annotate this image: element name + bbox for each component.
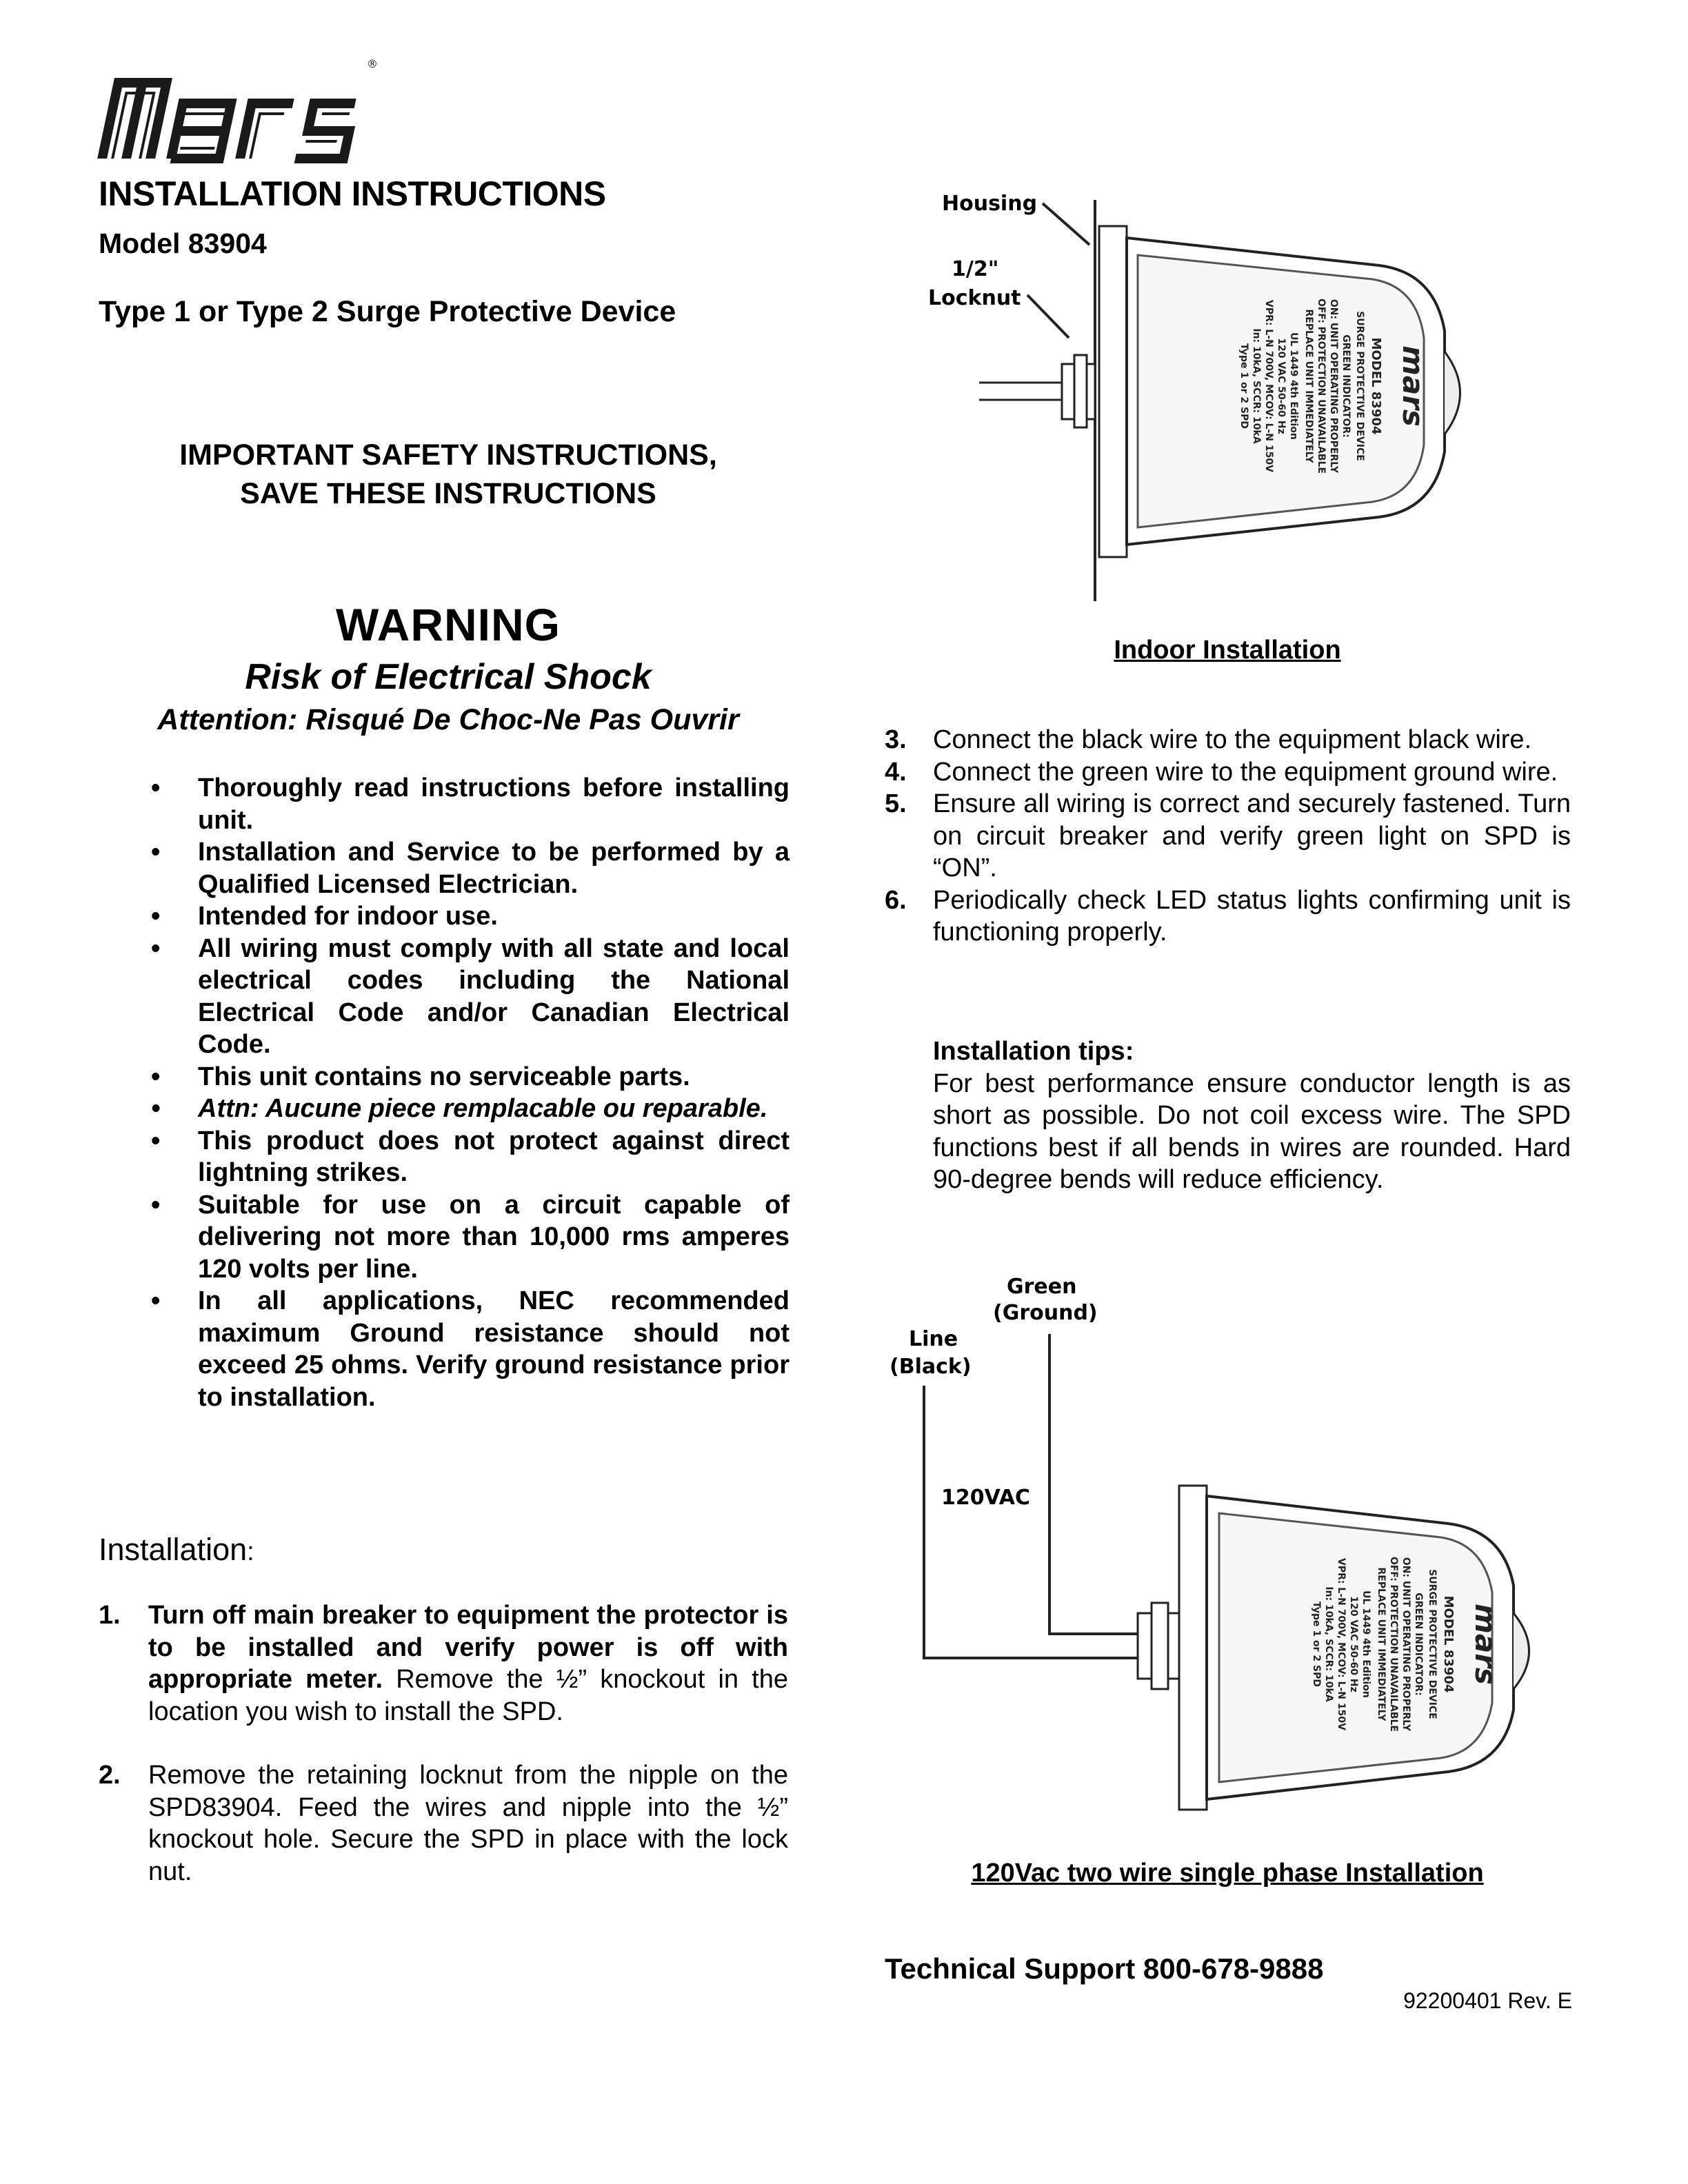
device-label-line: SURGE PROTECTIVE DEVICE — [1427, 1569, 1438, 1719]
device-label-line: REPLACE UNIT IMMEDIATELY — [1303, 309, 1314, 463]
voltage-label: 120VAC — [941, 1486, 1031, 1510]
wiring-diagram — [890, 1268, 1565, 1834]
wiring-diagram-caption: 120Vac two wire single phase Installation — [971, 1859, 1484, 1888]
locknut-label: Locknut — [928, 286, 1021, 310]
installation-heading: Installation: — [99, 1532, 254, 1567]
tips-text: For best performance ensure conductor length is as short as possible. Do not coil excess wire. The SPD functions best if all bends in wires are rounded. Hard 90-degree bends will reduce efficiency. — [933, 1069, 1571, 1194]
device-label-line: 120 VAC 50-60 Hz — [1276, 338, 1287, 434]
device-label-line: OFF: PROTECTION UNAVAILABLE — [1316, 298, 1327, 474]
device-brand: mars — [1396, 345, 1430, 427]
safety-bullet-list — [148, 772, 790, 1413]
installation-steps-left — [99, 1599, 788, 1888]
installation-tips — [933, 1035, 1571, 1196]
device-type: Type 1 or Type 2 Surge Protective Device — [99, 295, 676, 328]
line-label: Line — [909, 1327, 958, 1351]
bullet-item: • This unit contains no serviceable parts. — [148, 1061, 790, 1093]
device-label-line: UL 1449 4th Edition — [1360, 1590, 1372, 1698]
bullet-item: • Intended for indoor use. — [148, 900, 790, 933]
step-item: 1. Turn off main breaker to equipment the protector is to be installed and verify power is off with appropriate meter. Remove the ½” knockout in the location you wish to install the SPD. — [99, 1601, 788, 1726]
device-label-line: ON: UNIT OPERATING PROPERLY — [1328, 299, 1339, 474]
indoor-installation-caption: Indoor Installation — [1114, 636, 1341, 665]
page-title: INSTALLATION INSTRUCTIONS — [99, 174, 606, 213]
locknut-label-size: 1/2" — [952, 257, 999, 281]
safety-line-2: SAVE THESE INSTRUCTIONS — [240, 477, 656, 510]
device-label-line: VPR: L-N 700V, MCOV: L-N 150V — [1263, 300, 1274, 472]
step-item: 2. Remove the retaining locknut from the nipple on the SPD83904. Feed the wires and nipple into the ½” knockout hole. Secure the SPD in place with the lock nut. — [99, 1761, 788, 1886]
bullet-item: • Thoroughly read instructions before installing unit. — [148, 772, 790, 836]
step-item: 5. Ensure all wiring is correct and securely fastened. Turn on circuit breaker and verify green light on SPD is “ON”. — [885, 789, 1571, 882]
warning-subtitle: Risk of Electrical Shock — [245, 657, 652, 697]
revision-number: 92200401 Rev. E — [1403, 1988, 1572, 2013]
device-label-line: In: 10kA, SCCR: 10kA — [1251, 328, 1262, 444]
device-label-line: Type 1 or 2 SPD — [1311, 1601, 1322, 1687]
tips-title: Installation tips: — [933, 1037, 1134, 1066]
technical-support: Technical Support 800-678-9888 — [885, 1952, 1324, 1985]
device-label-line: GREEN INDICATOR: — [1413, 1593, 1424, 1696]
installation-steps-right — [885, 724, 1571, 949]
device-label-line: REPLACE UNIT IMMEDIATELY — [1376, 1567, 1387, 1721]
warning-french: Attention: Risqué De Choc-Ne Pas Ouvrir — [157, 703, 739, 736]
black-label: (Black) — [890, 1355, 972, 1379]
bullet-item: • Suitable for use on a circuit capable of delivering not more than 10,000 rms amperes 120 volts per line. — [148, 1189, 790, 1286]
bullet-item: • In all applications, NEC recommended maximum Ground resistance should not exceed 25 ohms. Verify ground resistance prior to installation. — [148, 1285, 790, 1413]
device-brand: mars — [1469, 1604, 1503, 1685]
bullet-item: • Attn: Aucune piece remplacable ou reparable. — [148, 1093, 790, 1125]
device-label-line: MODEL 83904 — [1369, 337, 1383, 435]
device-label-line: 120 VAC 50-60 Hz — [1348, 1596, 1359, 1692]
device-label-line: MODEL 83904 — [1441, 1595, 1456, 1693]
step-item: 4. Connect the green wire to the equipment ground wire. — [885, 757, 1558, 787]
bullet-item: • All wiring must comply with all state and local electrical codes including the National Electrical Code and/or Canadian Electrical Code. — [148, 933, 790, 1061]
green-label: Green — [1007, 1275, 1077, 1299]
step-item: 6. Periodically check LED status lights confirming unit is functioning properly. — [885, 885, 1571, 947]
device-label-line: VPR: L-N 700V, MCOV: L-N 150V — [1336, 1558, 1347, 1730]
svg-text:®: ® — [367, 57, 378, 70]
brand-text: mars — [97, 55, 99, 56]
device-label-line: Type 1 or 2 SPD — [1238, 343, 1249, 429]
ground-label: (Ground) — [993, 1301, 1098, 1325]
bullet-item: • Installation and Service to be performed by a Qualified Licensed Electrician. — [148, 836, 790, 900]
warning-title: WARNING — [336, 599, 561, 650]
mars-logo — [97, 55, 379, 165]
step-item: 3. Connect the black wire to the equipment black wire. — [885, 725, 1532, 754]
indoor-installation-diagram — [924, 179, 1524, 614]
safety-line-1: IMPORTANT SAFETY INSTRUCTIONS, — [179, 438, 717, 472]
device-label-line: UL 1449 4th Edition — [1288, 332, 1299, 440]
housing-label: Housing — [942, 192, 1038, 216]
bullet-item: • This product does not protect against direct lightning strikes. — [148, 1125, 790, 1189]
device-label-line: ON: UNIT OPERATING PROPERLY — [1400, 1557, 1411, 1732]
model-number: Model 83904 — [99, 228, 267, 259]
device-label-line: OFF: PROTECTION UNAVAILABLE — [1388, 1556, 1399, 1732]
device-label-line: In: 10kA, SCCR: 10kA — [1323, 1586, 1334, 1702]
device-label-line: GREEN INDICATOR: — [1340, 334, 1352, 438]
device-label-line: SURGE PROTECTIVE DEVICE — [1354, 311, 1365, 461]
